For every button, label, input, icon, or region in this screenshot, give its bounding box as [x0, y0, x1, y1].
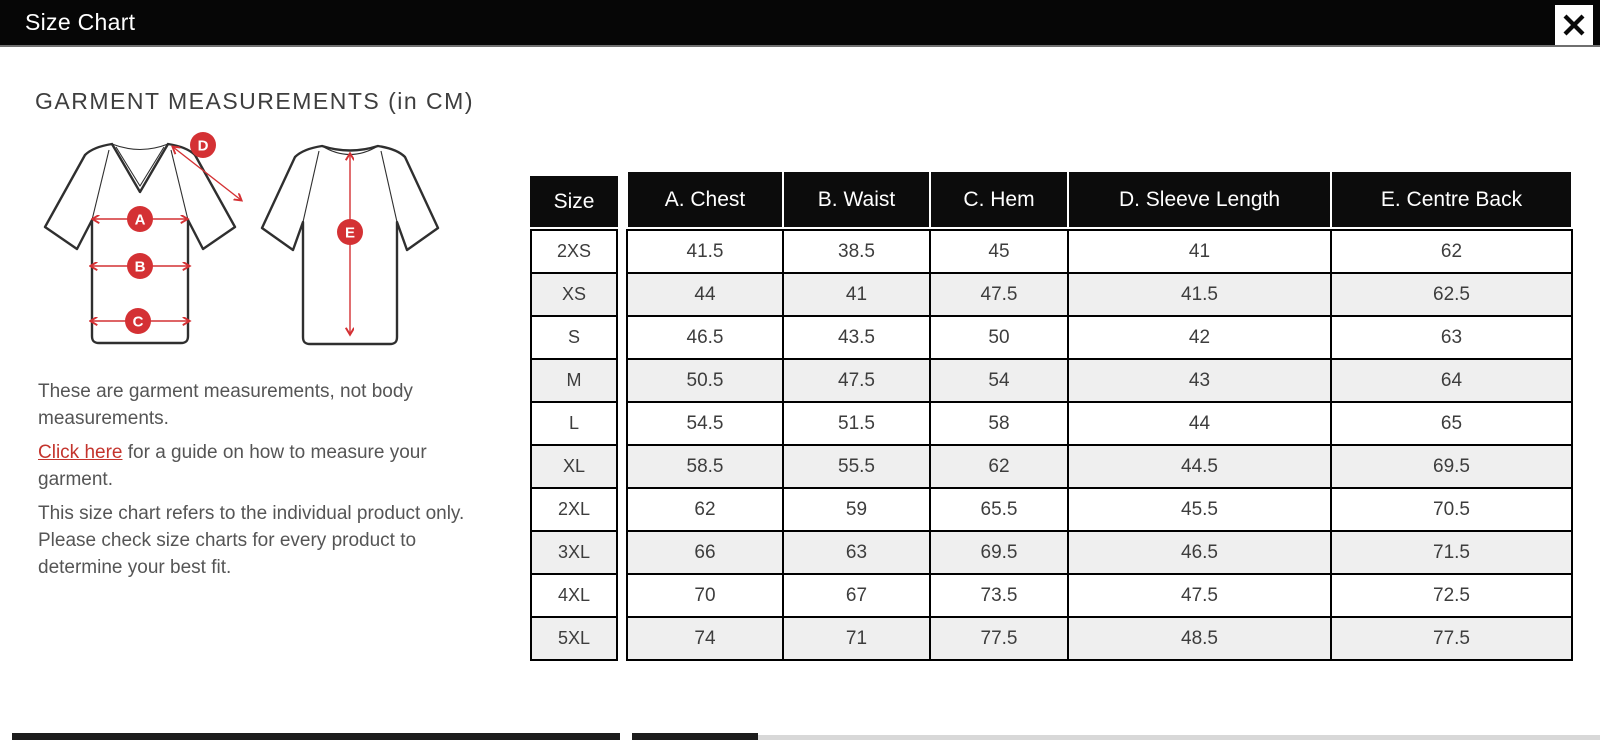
svg-text:A: A: [134, 211, 146, 229]
measurement-cell: 69.5: [931, 532, 1067, 573]
measurement-cell: 46.5: [1069, 532, 1330, 573]
measurement-cell: 63: [784, 532, 929, 573]
marker-e-badge: [337, 219, 363, 245]
measurement-cell: 58.5: [628, 446, 782, 487]
measurement-cell: 62: [628, 489, 782, 530]
measurement-cell: 71.5: [1332, 532, 1571, 573]
measurement-cell: 41: [1069, 231, 1330, 272]
column-header-chest: A. Chest: [628, 172, 782, 227]
notes-block: [38, 378, 488, 588]
measurement-cell: 55.5: [784, 446, 929, 487]
measurement-cell: 44.5: [1069, 446, 1330, 487]
measurement-cell: 63: [1332, 317, 1571, 358]
measurement-cell: 51.5: [784, 403, 929, 444]
measurement-cell: 74: [628, 618, 782, 659]
size-chart-table: [530, 172, 1573, 661]
measurement-cell: 41: [784, 274, 929, 315]
size-row-label: L: [532, 403, 616, 444]
svg-text:B: B: [134, 258, 146, 276]
underlying-page-element-left: [12, 733, 620, 740]
marker-a-badge: [127, 206, 153, 232]
measurement-cell: 44: [1069, 403, 1330, 444]
measurement-cell: 50.5: [628, 360, 782, 401]
size-row-label: 3XL: [532, 532, 616, 573]
measurement-columns: [626, 172, 1573, 661]
svg-text:C: C: [132, 313, 144, 331]
close-button[interactable]: [1555, 5, 1593, 45]
note-garment-vs-body: These are garment measurements, not body measurements.: [38, 381, 413, 429]
measurement-cell: 46.5: [628, 317, 782, 358]
measurement-cell: 41.5: [628, 231, 782, 272]
measurement-cell: 44: [628, 274, 782, 315]
garment-measurements-heading: GARMENT MEASUREMENTS (in CM): [35, 88, 474, 114]
size-row-label: 4XL: [532, 575, 616, 616]
measurement-cell: 65: [1332, 403, 1571, 444]
measurement-cell: 47.5: [931, 274, 1067, 315]
measurement-cell: 67: [784, 575, 929, 616]
measurement-cell: 71: [784, 618, 929, 659]
size-row-label: XS: [532, 274, 616, 315]
measurement-cell: 48.5: [1069, 618, 1330, 659]
measurement-cell: 77.5: [931, 618, 1067, 659]
measurement-cell: 50: [931, 317, 1067, 358]
underlying-page-element-mid: [632, 733, 758, 740]
column-header-centre-back: E. Centre Back: [1332, 172, 1571, 227]
measurement-cell: 54: [931, 360, 1067, 401]
note-measure-guide-text: for a guide on how to measure your garment.: [38, 442, 427, 490]
measurement-cell: 43.5: [784, 317, 929, 358]
size-column: [530, 172, 618, 661]
size-row-label: M: [532, 360, 616, 401]
size-row-label: 5XL: [532, 618, 616, 659]
measurement-cell: 41.5: [1069, 274, 1330, 315]
measurement-cell: 45.5: [1069, 489, 1330, 530]
measurement-cell: 47.5: [784, 360, 929, 401]
measurement-cell: 38.5: [784, 231, 929, 272]
note-individual-product: This size chart refers to the individual product only. Please check size charts for every product to determine your best fit.: [38, 503, 465, 578]
measurement-cell: 59: [784, 489, 929, 530]
measurement-cell: 47.5: [1069, 575, 1330, 616]
marker-c-badge: [125, 308, 151, 334]
measurement-cell: 62.5: [1332, 274, 1571, 315]
measurement-cell: 77.5: [1332, 618, 1571, 659]
measurement-cell: 72.5: [1332, 575, 1571, 616]
svg-text:D: D: [197, 137, 209, 155]
column-header-hem: C. Hem: [931, 172, 1067, 227]
size-column-header: Size: [530, 176, 618, 227]
size-row-label: 2XS: [532, 231, 616, 272]
modal-title: Size Chart: [25, 9, 136, 35]
marker-b-badge: [127, 253, 153, 279]
measurement-cell: 58: [931, 403, 1067, 444]
measurement-cell: 70.5: [1332, 489, 1571, 530]
table-header-row: [626, 172, 1573, 227]
measurement-cell: 70: [628, 575, 782, 616]
close-icon: [1562, 13, 1586, 37]
column-header-waist: B. Waist: [784, 172, 929, 227]
svg-text:E: E: [344, 224, 356, 242]
measurement-cell: 43: [1069, 360, 1330, 401]
measurement-cell: 54.5: [628, 403, 782, 444]
measurement-cell: 62: [1332, 231, 1571, 272]
size-column-body: [530, 229, 618, 661]
measurement-cell: 42: [1069, 317, 1330, 358]
measurement-cell: 64: [1332, 360, 1571, 401]
size-row-label: S: [532, 317, 616, 358]
measurement-cell: 69.5: [1332, 446, 1571, 487]
size-row-label: 2XL: [532, 489, 616, 530]
note-measure-guide: [38, 439, 488, 493]
size-row-label: XL: [532, 446, 616, 487]
measurement-cell: 65.5: [931, 489, 1067, 530]
measurement-cell: 62: [931, 446, 1067, 487]
underlying-page-element-right: [758, 735, 1600, 740]
table-body: [626, 229, 1573, 661]
column-header-sleeve-length: D. Sleeve Length: [1069, 172, 1330, 227]
measurement-cell: 73.5: [931, 575, 1067, 616]
measure-guide-link[interactable]: Click here: [38, 442, 123, 463]
marker-d-badge: [190, 132, 216, 158]
measurement-cell: 66: [628, 532, 782, 573]
garment-diagram: [0, 0, 470, 365]
measurement-cell: 45: [931, 231, 1067, 272]
